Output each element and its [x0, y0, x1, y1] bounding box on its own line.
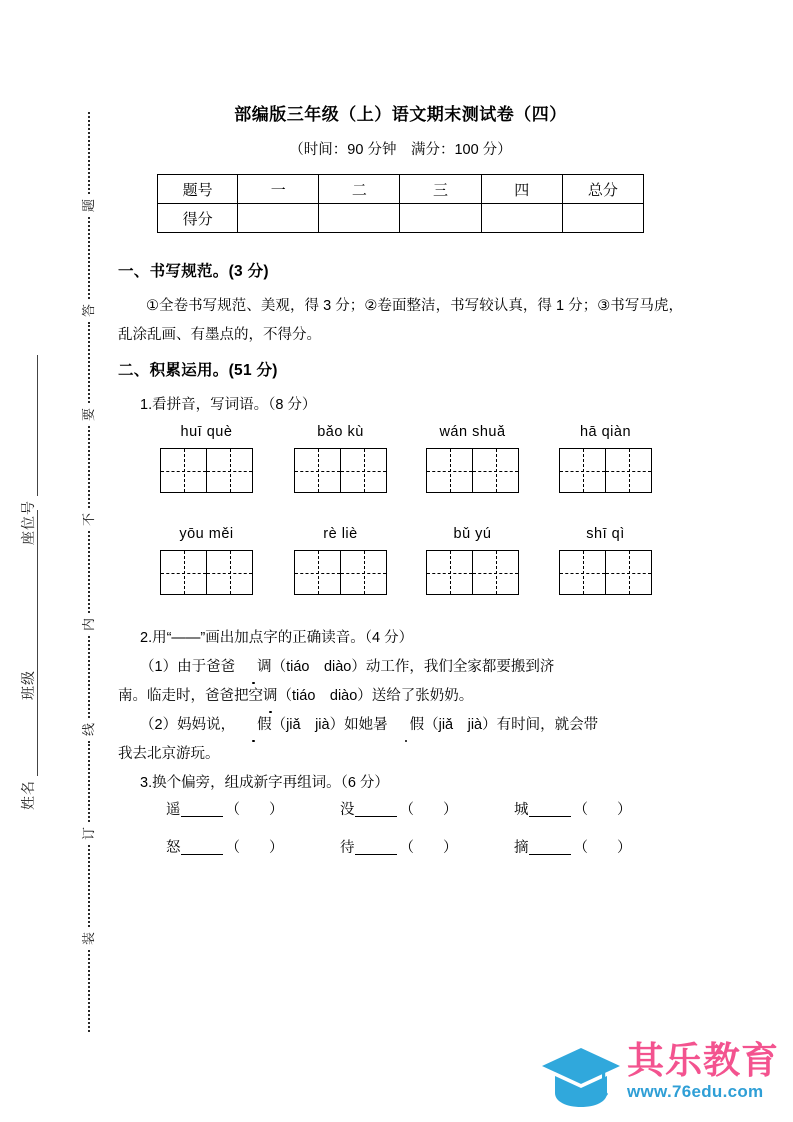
pinyin-group	[294, 522, 387, 595]
seal-char-1: 答	[81, 303, 97, 317]
section-1-paragraph: ①全卷书写规范、美观，得 3 分；②卷面整洁，书写较认真，得 1 分；③书写马虎，乱涂乱画、有墨点的，不得分。	[118, 298, 683, 343]
seal-char-0: 题	[81, 198, 97, 212]
tianzige-cell[interactable]	[295, 449, 340, 492]
base-char: 遥	[166, 802, 181, 818]
base-char: 摘	[514, 840, 529, 856]
score-table-row-header: 得分	[158, 204, 238, 233]
table-row	[158, 175, 644, 204]
q2-dotted-char: 假	[235, 711, 272, 740]
tianzige-grid[interactable]	[426, 448, 519, 493]
pinyin-label: shī qì	[586, 526, 625, 542]
q2-text-c: 南。临走时，爸爸把空	[118, 688, 263, 704]
answer-blank-line[interactable]	[181, 816, 223, 817]
tianzige-cell[interactable]	[206, 551, 252, 594]
answer-blank-line[interactable]	[529, 816, 571, 817]
answer-blank-line[interactable]	[355, 816, 397, 817]
score-table-row-header: 题号	[158, 175, 238, 204]
question-2-item-2-line-2: 我去北京游玩。	[118, 746, 220, 762]
class-label: 班级	[20, 670, 36, 700]
word-parentheses[interactable]: （ ）	[399, 802, 458, 818]
question-1-prompt: 1.看拼音，写词语。（8 分）	[140, 397, 317, 413]
pinyin-group	[294, 420, 387, 493]
question-2-item-2-line-1	[118, 711, 683, 740]
score-table-col-total: 总分	[562, 175, 643, 204]
score-table-col-2: 二	[319, 175, 400, 204]
tianzige-grid[interactable]	[294, 448, 387, 493]
radical-blank-item[interactable]	[166, 798, 287, 819]
question-2-item-1-line-2	[118, 682, 683, 711]
base-char: 待	[340, 840, 355, 856]
score-cell-total[interactable]	[562, 204, 643, 233]
seal-char-6: 订	[81, 827, 97, 841]
pinyin-label: rè liè	[323, 526, 358, 542]
base-char: 怒	[166, 840, 181, 856]
question-2-prompt: 2.用“——”画出加点字的正确读音。（4 分）	[140, 630, 414, 646]
answer-blank-line[interactable]	[529, 854, 571, 855]
seal-dots-segment	[88, 950, 90, 1032]
site-logo	[541, 1040, 784, 1114]
paper-content	[118, 100, 683, 874]
score-table	[157, 174, 644, 233]
seal-char-2: 要	[81, 408, 97, 422]
tianzige-cell[interactable]	[560, 449, 605, 492]
pinyin-label: bǔ yú	[453, 526, 492, 542]
seal-dots-segment	[88, 636, 90, 718]
word-parentheses[interactable]: （ ）	[225, 802, 284, 818]
exam-meta-subtitle: （时间：90 分钟 满分：100 分）	[289, 142, 512, 158]
radical-blank-item[interactable]	[166, 836, 287, 857]
q2-text-a: （1）由于爸爸	[140, 659, 236, 675]
tianzige-cell[interactable]	[472, 449, 518, 492]
tianzige-cell[interactable]	[605, 449, 651, 492]
word-parentheses[interactable]: （ ）	[573, 802, 632, 818]
seal-dots-segment	[88, 531, 90, 613]
seal-char-7: 装	[81, 932, 97, 946]
pinyin-label: yōu měi	[179, 526, 234, 542]
pinyin-row-1	[118, 420, 683, 522]
radical-blank-item[interactable]	[514, 798, 635, 819]
pinyin-label: bǎo kù	[317, 424, 364, 440]
q2-dotted-char: 调	[235, 653, 272, 682]
seat-number-line[interactable]	[23, 355, 38, 496]
tianzige-cell[interactable]	[161, 449, 206, 492]
seat-number-label: 座位号	[20, 500, 36, 545]
name-line[interactable]	[23, 620, 38, 776]
base-char: 城	[514, 802, 529, 818]
answer-blank-line[interactable]	[355, 854, 397, 855]
word-parentheses[interactable]: （ ）	[399, 840, 458, 856]
q2-text-d: （tiáo diào）送给了张奶奶。	[277, 688, 474, 704]
answer-blank-line[interactable]	[181, 854, 223, 855]
question-3-row-1	[118, 798, 683, 836]
tianzige-grid[interactable]	[160, 550, 253, 595]
tianzige-cell[interactable]	[161, 551, 206, 594]
score-cell-3[interactable]	[400, 204, 481, 233]
pinyin-group	[559, 522, 652, 595]
pinyin-group	[426, 522, 519, 595]
radical-blank-item[interactable]	[340, 836, 461, 857]
section-heading-1: 一、书写规范。(3 分)	[118, 263, 269, 280]
seal-dots-segment	[88, 322, 90, 404]
page-title: 部编版三年级（上）语文期末测试卷（四）	[234, 105, 567, 124]
tianzige-cell[interactable]	[427, 449, 472, 492]
student-info-column	[18, 380, 72, 810]
tianzige-grid[interactable]	[559, 448, 652, 493]
question-2-item-1-line-1	[118, 653, 683, 682]
tianzige-cell[interactable]	[560, 551, 605, 594]
name-field[interactable]	[18, 620, 38, 810]
q2-text-b: （tiáo diào）动工作，我们全家都要搬到济	[271, 659, 555, 675]
tianzige-cell[interactable]	[340, 551, 386, 594]
tianzige-cell[interactable]	[206, 449, 252, 492]
graduation-cap-icon	[541, 1046, 621, 1110]
pinyin-group	[559, 420, 652, 493]
score-table-col-4: 四	[481, 175, 562, 204]
radical-blank-item[interactable]	[514, 836, 635, 857]
question-3-prompt: 3.换个偏旁，组成新字再组词。（6 分）	[140, 775, 389, 791]
table-row	[158, 204, 644, 233]
pinyin-group	[160, 522, 253, 595]
score-cell-1[interactable]	[238, 204, 319, 233]
seal-dots-segment	[88, 426, 90, 508]
pinyin-group	[426, 420, 519, 493]
pinyin-label: wán shuǎ	[439, 424, 506, 440]
q2-dotted-char: 调	[263, 682, 278, 711]
seal-dots-segment	[88, 112, 90, 194]
word-parentheses[interactable]: （ ）	[573, 840, 632, 856]
logo-brand-name: 其乐教育	[627, 1040, 779, 1081]
tianzige-cell[interactable]	[340, 449, 386, 492]
name-label: 姓名	[20, 780, 36, 810]
seal-char-5: 线	[81, 722, 97, 736]
q2-dotted-char: 假	[388, 711, 425, 740]
base-char: 没	[340, 802, 355, 818]
word-parentheses[interactable]: （ ）	[225, 840, 284, 856]
tianzige-grid[interactable]	[294, 550, 387, 595]
question-3-row-2	[118, 836, 683, 874]
seal-char-3: 不	[81, 513, 97, 527]
pinyin-label: hā qiàn	[579, 424, 632, 440]
logo-url: www.76edu.com	[627, 1081, 764, 1101]
tianzige-cell[interactable]	[427, 551, 472, 594]
pinyin-label: huī què	[180, 424, 233, 440]
seal-char-4: 内	[81, 617, 97, 631]
score-table-col-1: 一	[238, 175, 319, 204]
tianzige-cell[interactable]	[295, 551, 340, 594]
pinyin-row-2	[118, 522, 683, 624]
tianzige-cell[interactable]	[472, 551, 518, 594]
tianzige-cell[interactable]	[605, 551, 651, 594]
score-cell-4[interactable]	[481, 204, 562, 233]
sealing-line	[80, 112, 98, 1032]
section-heading-2: 二、积累运用。(51 分)	[118, 362, 278, 379]
seal-dots-segment	[88, 217, 90, 299]
logo-text-block	[627, 1042, 779, 1102]
q2-text-e: （2）妈妈说，	[140, 717, 236, 733]
pinyin-group	[160, 420, 253, 493]
tianzige-grid[interactable]	[559, 550, 652, 595]
radical-blank-item[interactable]	[340, 798, 461, 819]
q2-text-f: （jiǎ jià）如她暑	[271, 717, 388, 733]
score-cell-2[interactable]	[319, 204, 400, 233]
score-table-col-3: 三	[400, 175, 481, 204]
tianzige-grid[interactable]	[160, 448, 253, 493]
seal-dots-segment	[88, 741, 90, 823]
seal-dots-segment	[88, 845, 90, 927]
q2-text-g: （jiǎ jià）有时间，就会带	[424, 717, 599, 733]
tianzige-grid[interactable]	[426, 550, 519, 595]
